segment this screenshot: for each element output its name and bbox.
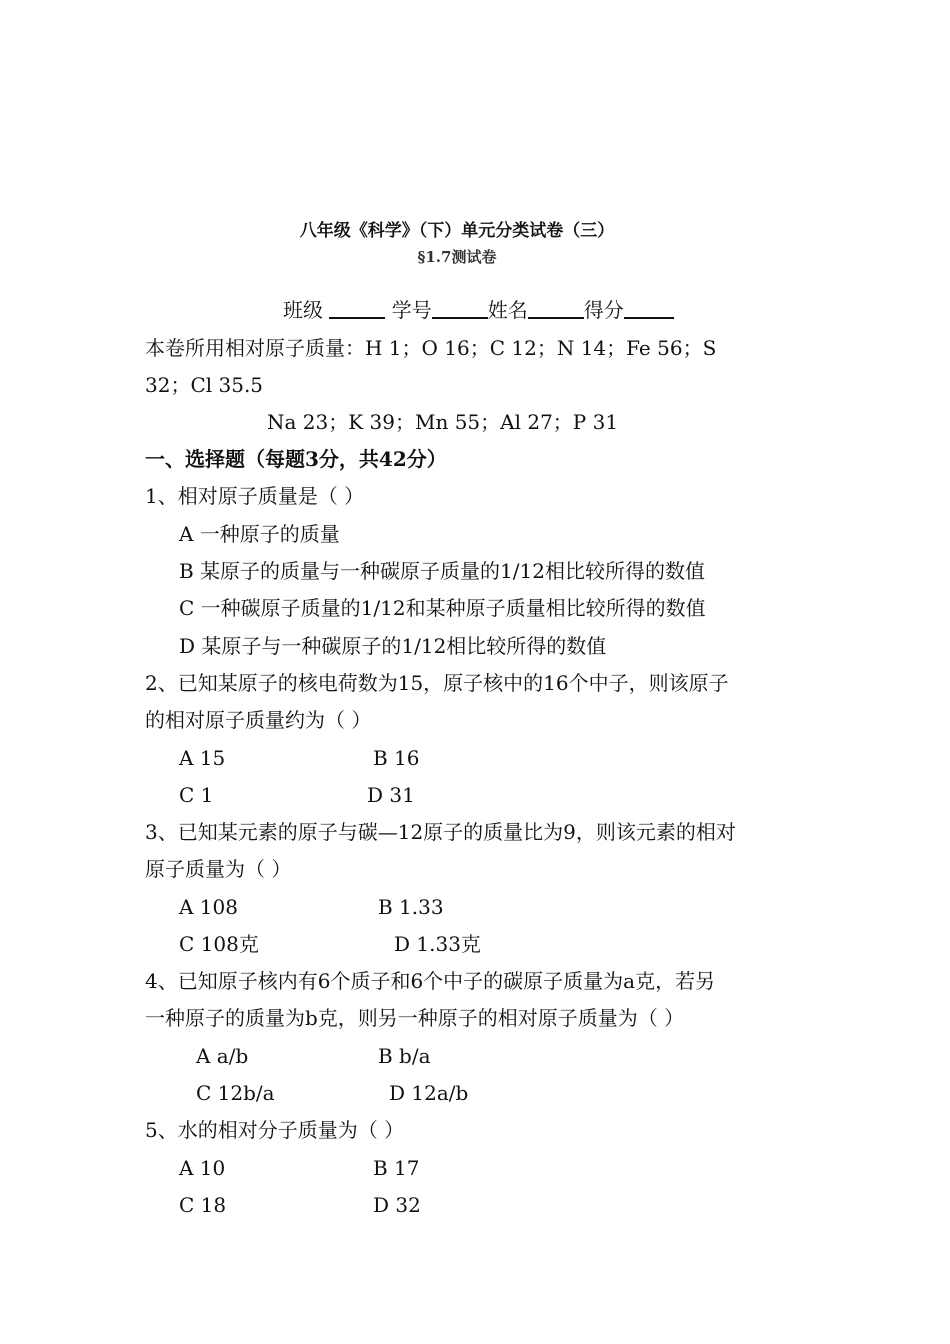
q2-stem-line-1: 2、已知某原子的核电荷数为15，原子核中的16个中子，则该原子 (145, 671, 729, 695)
class-blank[interactable] (329, 297, 385, 319)
q3-stem-line-1: 3、已知某元素的原子与碳—12原子的质量比为9，则该元素的相对 (145, 820, 736, 844)
atomic-mass-line-2: 32；Cl 35.5 (145, 373, 264, 397)
number-blank[interactable] (432, 297, 488, 319)
q5-option-b: B 17 (373, 1156, 420, 1180)
score-label: 得分 (583, 298, 624, 322)
q2-option-c: C 1 (179, 783, 214, 807)
q4-option-b: B b/a (378, 1044, 431, 1068)
q1-option-c: C 一种碳原子质量的1/12和某种原子质量相比较所得的数值 (179, 596, 706, 620)
atomic-mass-line-3: Na 23；K 39；Mn 55；Al 27；P 31 (267, 410, 619, 434)
q4-option-a: A a/b (196, 1044, 249, 1068)
q1-option-d: D 某原子与一种碳原子的1/12相比较所得的数值 (179, 634, 607, 658)
q5-stem: 5、水的相对分子质量为（ ） (145, 1118, 405, 1142)
atomic-mass-line-1: 本卷所用相对原子质量：H 1；O 16；C 12；N 14；Fe 56；S (145, 336, 717, 360)
student-info-line (283, 296, 674, 324)
q3-option-a: A 108 (179, 895, 238, 919)
name-label: 姓名 (487, 298, 528, 322)
q3-option-d: D 1.33克 (394, 932, 481, 956)
q2-option-b: B 16 (373, 746, 420, 770)
score-blank[interactable] (624, 297, 674, 319)
number-label: 学号 (391, 298, 432, 322)
q2-option-a: A 15 (179, 746, 226, 770)
q4-option-c: C 12b/a (196, 1081, 275, 1105)
q2-stem-line-2: 的相对原子质量约为（ ） (145, 708, 372, 732)
q4-stem-line-2: 一种原子的质量为b克，则另一种原子的相对原子质量为（ ） (145, 1006, 685, 1030)
q5-option-d: D 32 (373, 1193, 421, 1217)
q3-option-b: B 1.33 (378, 895, 444, 919)
q1-stem: 1、相对原子质量是（ ） (145, 484, 365, 508)
q4-option-d: D 12a/b (389, 1081, 469, 1105)
q3-stem-line-2: 原子质量为（ ） (145, 857, 292, 881)
q5-option-a: A 10 (179, 1156, 226, 1180)
q3-option-c: C 108克 (179, 932, 259, 956)
section-heading: 一、选择题（每题3分，共42分） (145, 447, 447, 471)
q1-option-b: B 某原子的质量与一种碳原子质量的1/12相比较所得的数值 (179, 559, 705, 583)
q1-option-a: A 一种原子的质量 (179, 522, 340, 546)
class-label: 班级 (283, 298, 323, 322)
q2-option-d: D 31 (367, 783, 415, 807)
name-blank[interactable] (528, 297, 584, 319)
exam-subtitle: §1.7测试卷 (417, 248, 497, 266)
exam-title: 八年级《科学》（下）单元分类试卷（三） (299, 221, 615, 241)
q5-option-c: C 18 (179, 1193, 227, 1217)
q4-stem-line-1: 4、已知原子核内有6个质子和6个中子的碳原子质量为a克，若另 (145, 969, 716, 993)
